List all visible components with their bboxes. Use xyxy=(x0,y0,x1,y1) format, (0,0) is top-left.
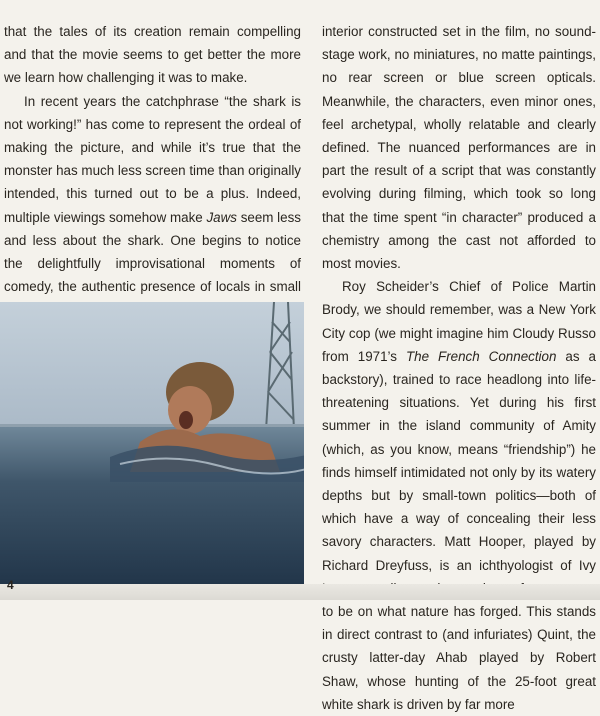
paragraph: that the tales of its creation remain compelling and that the movie seems to get better the more we learn how challenging it was to make. xyxy=(4,24,301,86)
paragraph-text: seem less and less about the shark. One begins to notice the delightfully improvisational moments of comedy, the authentic presence of locals in small xyxy=(4,209,301,295)
paragraph: interior constructed set in the film, no soundstage work, no miniatures, no matte paintings, no rear screen or blue screen opticals. Meanwhile, the characters, even minor ones, feel archetypal, wholly relatable and clearly defined. The nuanced performances are in part the result of a script that was constantly evolving during filming, which took so long that the time spent “in character” produced a chemistry among the cast not afforded to most movies. xyxy=(322,24,596,272)
left-column xyxy=(4,20,301,345)
page-footer xyxy=(0,584,600,600)
right-column xyxy=(322,20,596,716)
paragraph-text: as a backstory), trained to race headlong into life-threatening situations. Yet during his first summer in the island community of Amity (which, as you know, means “friendship”) he finds himself intimidated not only by its watery depths but by small-town politics—both of which have a way of concealing their less savory characters. Matt Hooper, played by Richard Dreyfuss, is an ichthyologist of Ivy to be on what nature has forged. This stands in direct contrast to (and infuriates) Quint, the crusty latter-day Ahab played by Robert Shaw, whose hunting of the 25-foot great white shark is driven by far more xyxy=(322,348,596,712)
film-title: Jaws xyxy=(206,209,237,225)
swimmer-figure xyxy=(110,332,304,482)
film-title: The French Connection xyxy=(405,348,557,364)
film-still-photo xyxy=(0,302,304,584)
paragraph-text: Roy Scheider’s Chief of Police Martin Brody, we should remember, was a New York City cop (we might imagine him Cloudy Russo from 1971’s xyxy=(322,279,596,364)
paragraph xyxy=(322,275,596,716)
page-number: 4 xyxy=(7,578,14,592)
paragraph-text: In recent years the catchphrase “the shark is not working!” has come to represent the ordeal of making the picture, and while it’s true that the monster has much less screen time than originally intended, this turned out to be a plus. Indeed, multiple viewings somehow make xyxy=(4,93,301,225)
